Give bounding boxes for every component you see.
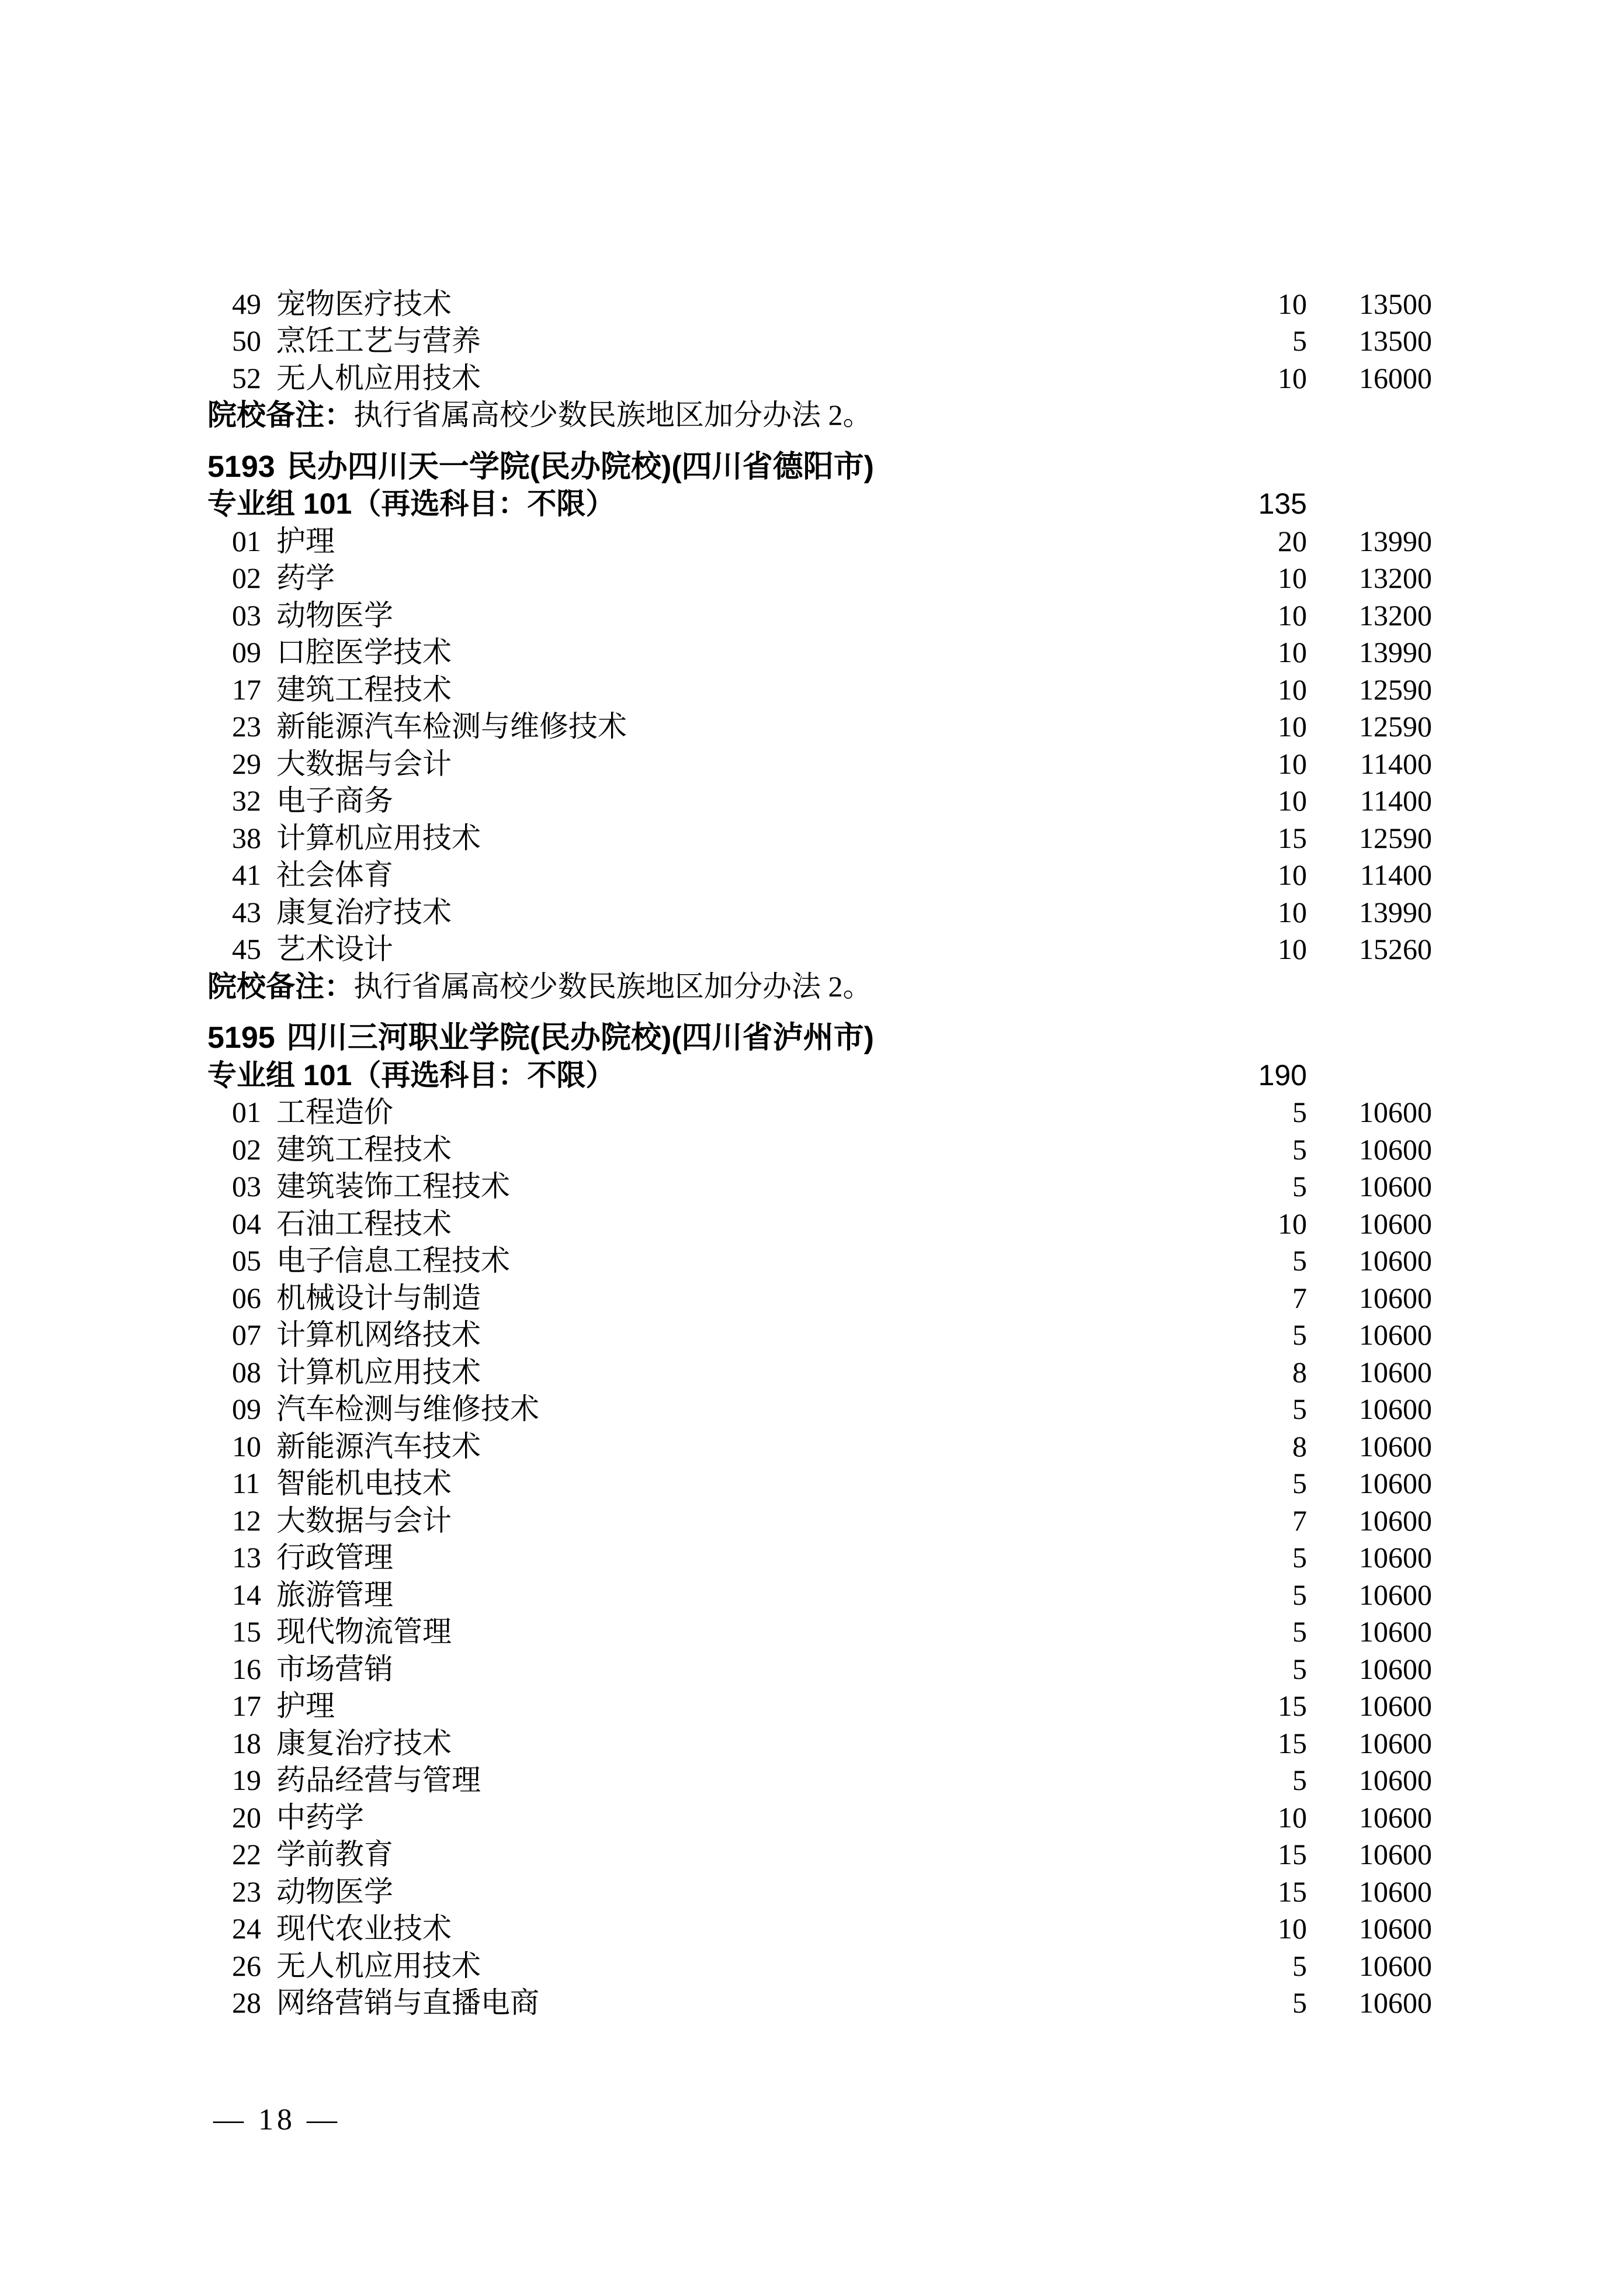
- major-row: [0, 1353, 1623, 1391]
- major-quota: 10: [1278, 673, 1307, 706]
- major-quota: 10: [1278, 1800, 1307, 1834]
- major-name: 建筑工程技术: [276, 673, 452, 706]
- major-code: 02: [232, 562, 261, 595]
- major-code: 23: [232, 710, 261, 743]
- major-row: [0, 1094, 1623, 1131]
- major-group-line: [0, 1057, 1623, 1094]
- major-name: 无人机应用技术: [276, 1949, 481, 1982]
- school-code: 5193: [207, 449, 275, 484]
- major-quota: 10: [1278, 933, 1307, 966]
- major-fee: 13200: [1359, 562, 1432, 595]
- major-code: 20: [232, 1800, 261, 1834]
- major-quota: 7: [1292, 1504, 1307, 1537]
- major-code: 43: [232, 895, 261, 929]
- major-fee: 10600: [1359, 1800, 1432, 1834]
- major-row: [0, 1836, 1623, 1873]
- school-header: [0, 448, 1623, 486]
- major-name: 计算机应用技术: [276, 1355, 481, 1388]
- major-row: [0, 1799, 1623, 1836]
- major-name: 学前教育: [276, 1838, 393, 1871]
- major-fee: 10600: [1359, 1726, 1432, 1760]
- major-quota: 5: [1292, 1578, 1307, 1611]
- major-code: 23: [232, 1875, 261, 1908]
- major-quota: 5: [1292, 1318, 1307, 1352]
- major-code: 14: [232, 1578, 261, 1611]
- major-quota: 10: [1278, 361, 1307, 394]
- major-name: 社会体育: [276, 858, 393, 892]
- major-row: [0, 634, 1623, 671]
- major-name: 电子商务: [276, 784, 393, 818]
- school-header: [0, 1020, 1623, 1057]
- major-name: 建筑装饰工程技术: [276, 1170, 510, 1203]
- school-note-label: 院校备注：: [207, 969, 353, 1003]
- major-quota: 15: [1278, 1838, 1307, 1871]
- major-code: 09: [232, 1393, 261, 1426]
- major-code: 29: [232, 747, 261, 780]
- major-fee: 11400: [1360, 747, 1432, 780]
- major-name: 护理: [276, 524, 335, 557]
- school-note-label: 院校备注：: [207, 399, 353, 432]
- major-fee: 10600: [1359, 1949, 1432, 1982]
- major-row: [0, 1168, 1623, 1206]
- major-code: 08: [232, 1355, 261, 1388]
- major-row: [0, 931, 1623, 968]
- major-name: 旅游管理: [276, 1578, 393, 1611]
- major-row: [0, 597, 1623, 634]
- major-name: 中药学: [276, 1800, 364, 1834]
- major-name: 动物医学: [276, 1875, 393, 1908]
- major-row: [0, 1205, 1623, 1242]
- major-fee: 10600: [1359, 1096, 1432, 1129]
- major-quota: 5: [1292, 1652, 1307, 1685]
- major-fee: 10600: [1359, 1912, 1432, 1945]
- major-quota: 10: [1278, 1912, 1307, 1945]
- major-row: [0, 323, 1623, 360]
- major-name: 大数据与会计: [276, 747, 452, 780]
- major-group-label: 专业组 101（再选科目：不限）: [207, 1058, 615, 1092]
- major-row: [0, 285, 1623, 323]
- major-name: 艺术设计: [276, 933, 393, 966]
- major-fee: 10600: [1359, 1986, 1432, 2020]
- major-name: 网络营销与直播电商: [276, 1986, 539, 2020]
- major-fee: 10600: [1359, 1133, 1432, 1166]
- major-row: [0, 1947, 1623, 1985]
- major-quota: 5: [1292, 1986, 1307, 2020]
- major-fee: 12590: [1359, 673, 1432, 706]
- major-fee: 10600: [1359, 1689, 1432, 1723]
- major-group-total: 135: [1258, 487, 1307, 521]
- major-row: [0, 708, 1623, 746]
- major-code: 01: [232, 1096, 261, 1129]
- major-name: 大数据与会计: [276, 1504, 452, 1537]
- major-name: 行政管理: [276, 1541, 393, 1574]
- major-quota: 8: [1292, 1429, 1307, 1463]
- major-group-line: [0, 486, 1623, 523]
- major-quota: 5: [1292, 1096, 1307, 1129]
- major-rows: [0, 522, 1623, 968]
- major-quota: 15: [1278, 1689, 1307, 1723]
- major-row: [0, 857, 1623, 894]
- major-code: 17: [232, 1689, 261, 1723]
- major-row: [0, 1873, 1623, 1910]
- major-row: [0, 1985, 1623, 2022]
- major-quota: 5: [1292, 1244, 1307, 1277]
- major-code: 07: [232, 1318, 261, 1352]
- major-row: [0, 522, 1623, 560]
- major-code: 24: [232, 1912, 261, 1945]
- major-name: 电子信息工程技术: [276, 1244, 510, 1277]
- major-fee: 10600: [1359, 1244, 1432, 1277]
- major-quota: 5: [1292, 1949, 1307, 1982]
- major-row: [0, 671, 1623, 708]
- major-name: 计算机应用技术: [276, 821, 481, 854]
- major-quota: 15: [1278, 1875, 1307, 1908]
- major-name: 现代农业技术: [276, 1912, 452, 1945]
- major-fee: 10600: [1359, 1838, 1432, 1871]
- major-code: 13: [232, 1541, 261, 1574]
- major-quota: 5: [1292, 1764, 1307, 1797]
- major-row: [0, 1465, 1623, 1502]
- major-code: 03: [232, 1170, 261, 1203]
- major-name: 无人机应用技术: [276, 361, 481, 394]
- major-code: 16: [232, 1652, 261, 1685]
- major-rows: [0, 285, 1623, 397]
- major-quota: 10: [1278, 287, 1307, 320]
- major-name: 康复治疗技术: [276, 895, 452, 929]
- major-code: 15: [232, 1615, 261, 1649]
- major-code: 09: [232, 636, 261, 669]
- major-code: 52: [232, 361, 261, 394]
- major-fee: 10600: [1359, 1652, 1432, 1685]
- major-name: 智能机电技术: [276, 1467, 452, 1500]
- major-code: 49: [232, 287, 261, 320]
- major-quota: 5: [1292, 1467, 1307, 1500]
- major-row: [0, 745, 1623, 782]
- major-fee: 15260: [1359, 933, 1432, 966]
- major-fee: 11400: [1360, 858, 1432, 892]
- major-row: [0, 782, 1623, 820]
- major-fee: 13200: [1359, 598, 1432, 632]
- major-code: 45: [232, 933, 261, 966]
- major-fee: 13990: [1359, 895, 1432, 929]
- major-name: 口腔医学技术: [276, 636, 452, 669]
- major-fee: 10600: [1359, 1467, 1432, 1500]
- major-fee: 11400: [1360, 784, 1432, 818]
- major-name: 新能源汽车技术: [276, 1429, 481, 1463]
- major-quota: 15: [1278, 1726, 1307, 1760]
- major-fee: 10600: [1359, 1207, 1432, 1240]
- major-row: [0, 560, 1623, 597]
- major-quota: 10: [1278, 747, 1307, 780]
- major-code: 17: [232, 673, 261, 706]
- major-row: [0, 1391, 1623, 1428]
- major-fee: 12590: [1359, 710, 1432, 743]
- major-code: 02: [232, 1133, 261, 1166]
- major-code: 03: [232, 598, 261, 632]
- school-note-text: 执行省属高校少数民族地区加分办法 2。: [353, 969, 872, 1003]
- school-note: [0, 968, 1623, 1005]
- major-row: [0, 819, 1623, 857]
- major-row: [0, 1539, 1623, 1577]
- major-name: 机械设计与制造: [276, 1281, 481, 1314]
- major-name: 烹饪工艺与营养: [276, 324, 481, 358]
- major-name: 现代物流管理: [276, 1615, 452, 1649]
- major-quota: 10: [1278, 784, 1307, 818]
- major-group-label: 专业组 101（再选科目：不限）: [207, 487, 615, 521]
- major-row: [0, 894, 1623, 931]
- major-code: 38: [232, 821, 261, 854]
- major-row: [0, 359, 1623, 397]
- major-quota: 5: [1292, 324, 1307, 358]
- major-fee: 10600: [1359, 1578, 1432, 1611]
- major-row: [0, 1131, 1623, 1168]
- major-quota: 10: [1278, 636, 1307, 669]
- continued-school-block: [0, 285, 1623, 434]
- major-rows: [0, 1094, 1623, 2022]
- major-quota: 8: [1292, 1355, 1307, 1388]
- major-quota: 7: [1292, 1281, 1307, 1314]
- major-group-total: 190: [1258, 1058, 1307, 1092]
- major-fee: 13500: [1359, 324, 1432, 358]
- major-quota: 10: [1278, 710, 1307, 743]
- major-name: 康复治疗技术: [276, 1726, 452, 1760]
- major-code: 05: [232, 1244, 261, 1277]
- major-name: 药学: [276, 562, 335, 595]
- major-row: [0, 1317, 1623, 1354]
- major-quota: 10: [1278, 562, 1307, 595]
- school-block-5195: [0, 1020, 1623, 2022]
- major-quota: 10: [1278, 1207, 1307, 1240]
- school-code: 5195: [207, 1021, 275, 1055]
- major-row: [0, 1650, 1623, 1688]
- major-fee: 10600: [1359, 1875, 1432, 1908]
- major-quota: 5: [1292, 1133, 1307, 1166]
- major-name: 动物医学: [276, 598, 393, 632]
- major-fee: 10600: [1359, 1615, 1432, 1649]
- page-number: — 18 —: [213, 2103, 341, 2136]
- major-row: [0, 1279, 1623, 1317]
- major-row: [0, 1502, 1623, 1539]
- major-code: 18: [232, 1726, 261, 1760]
- major-quota: 5: [1292, 1393, 1307, 1426]
- major-fee: 10600: [1359, 1393, 1432, 1426]
- major-quota: 5: [1292, 1170, 1307, 1203]
- major-fee: 12590: [1359, 821, 1432, 854]
- major-row: [0, 1910, 1623, 1948]
- major-code: 19: [232, 1764, 261, 1797]
- major-row: [0, 1688, 1623, 1725]
- major-name: 计算机网络技术: [276, 1318, 481, 1352]
- major-code: 22: [232, 1838, 261, 1871]
- major-quota: 10: [1278, 598, 1307, 632]
- major-fee: 10600: [1359, 1318, 1432, 1352]
- major-fee: 10600: [1359, 1170, 1432, 1203]
- school-block-5193: [0, 448, 1623, 1005]
- major-row: [0, 1242, 1623, 1280]
- major-fee: 10600: [1359, 1764, 1432, 1797]
- major-name: 药品经营与管理: [276, 1764, 481, 1797]
- major-code: 01: [232, 524, 261, 557]
- major-code: 04: [232, 1207, 261, 1240]
- major-row: [0, 1428, 1623, 1465]
- major-code: 50: [232, 324, 261, 358]
- major-fee: 13500: [1359, 287, 1432, 320]
- major-name: 石油工程技术: [276, 1207, 452, 1240]
- major-fee: 13990: [1359, 524, 1432, 557]
- major-quota: 5: [1292, 1541, 1307, 1574]
- major-code: 32: [232, 784, 261, 818]
- major-name: 护理: [276, 1689, 335, 1723]
- major-row: [0, 1576, 1623, 1613]
- major-quota: 10: [1278, 895, 1307, 929]
- school-note-text: 执行省属高校少数民族地区加分办法 2。: [353, 399, 872, 432]
- major-name: 建筑工程技术: [276, 1133, 452, 1166]
- major-name: 新能源汽车检测与维修技术: [276, 710, 627, 743]
- major-code: 06: [232, 1281, 261, 1314]
- major-code: 11: [232, 1467, 261, 1500]
- major-code: 12: [232, 1504, 261, 1537]
- major-name: 汽车检测与维修技术: [276, 1393, 539, 1426]
- major-name: 工程造价: [276, 1096, 393, 1129]
- major-fee: 16000: [1359, 361, 1432, 394]
- major-code: 10: [232, 1429, 261, 1463]
- major-quota: 15: [1278, 821, 1307, 854]
- major-code: 41: [232, 858, 261, 892]
- major-fee: 10600: [1359, 1281, 1432, 1314]
- school-name: 民办四川天一学院(民办院校)(四川省德阳市): [286, 449, 874, 484]
- major-quota: 10: [1278, 858, 1307, 892]
- major-quota: 5: [1292, 1615, 1307, 1649]
- major-row: [0, 1613, 1623, 1651]
- major-fee: 10600: [1359, 1541, 1432, 1574]
- major-fee: 10600: [1359, 1355, 1432, 1388]
- major-name: 宠物医疗技术: [276, 287, 452, 320]
- major-fee: 10600: [1359, 1504, 1432, 1537]
- major-fee: 13990: [1359, 636, 1432, 669]
- major-quota: 20: [1278, 524, 1307, 557]
- major-code: 28: [232, 1986, 261, 2020]
- major-name: 市场营销: [276, 1652, 393, 1685]
- major-row: [0, 1762, 1623, 1799]
- major-row: [0, 1724, 1623, 1762]
- school-note: [0, 397, 1623, 434]
- major-fee: 10600: [1359, 1429, 1432, 1463]
- major-code: 26: [232, 1949, 261, 1982]
- school-name: 四川三河职业学院(民办院校)(四川省泸州市): [286, 1021, 874, 1055]
